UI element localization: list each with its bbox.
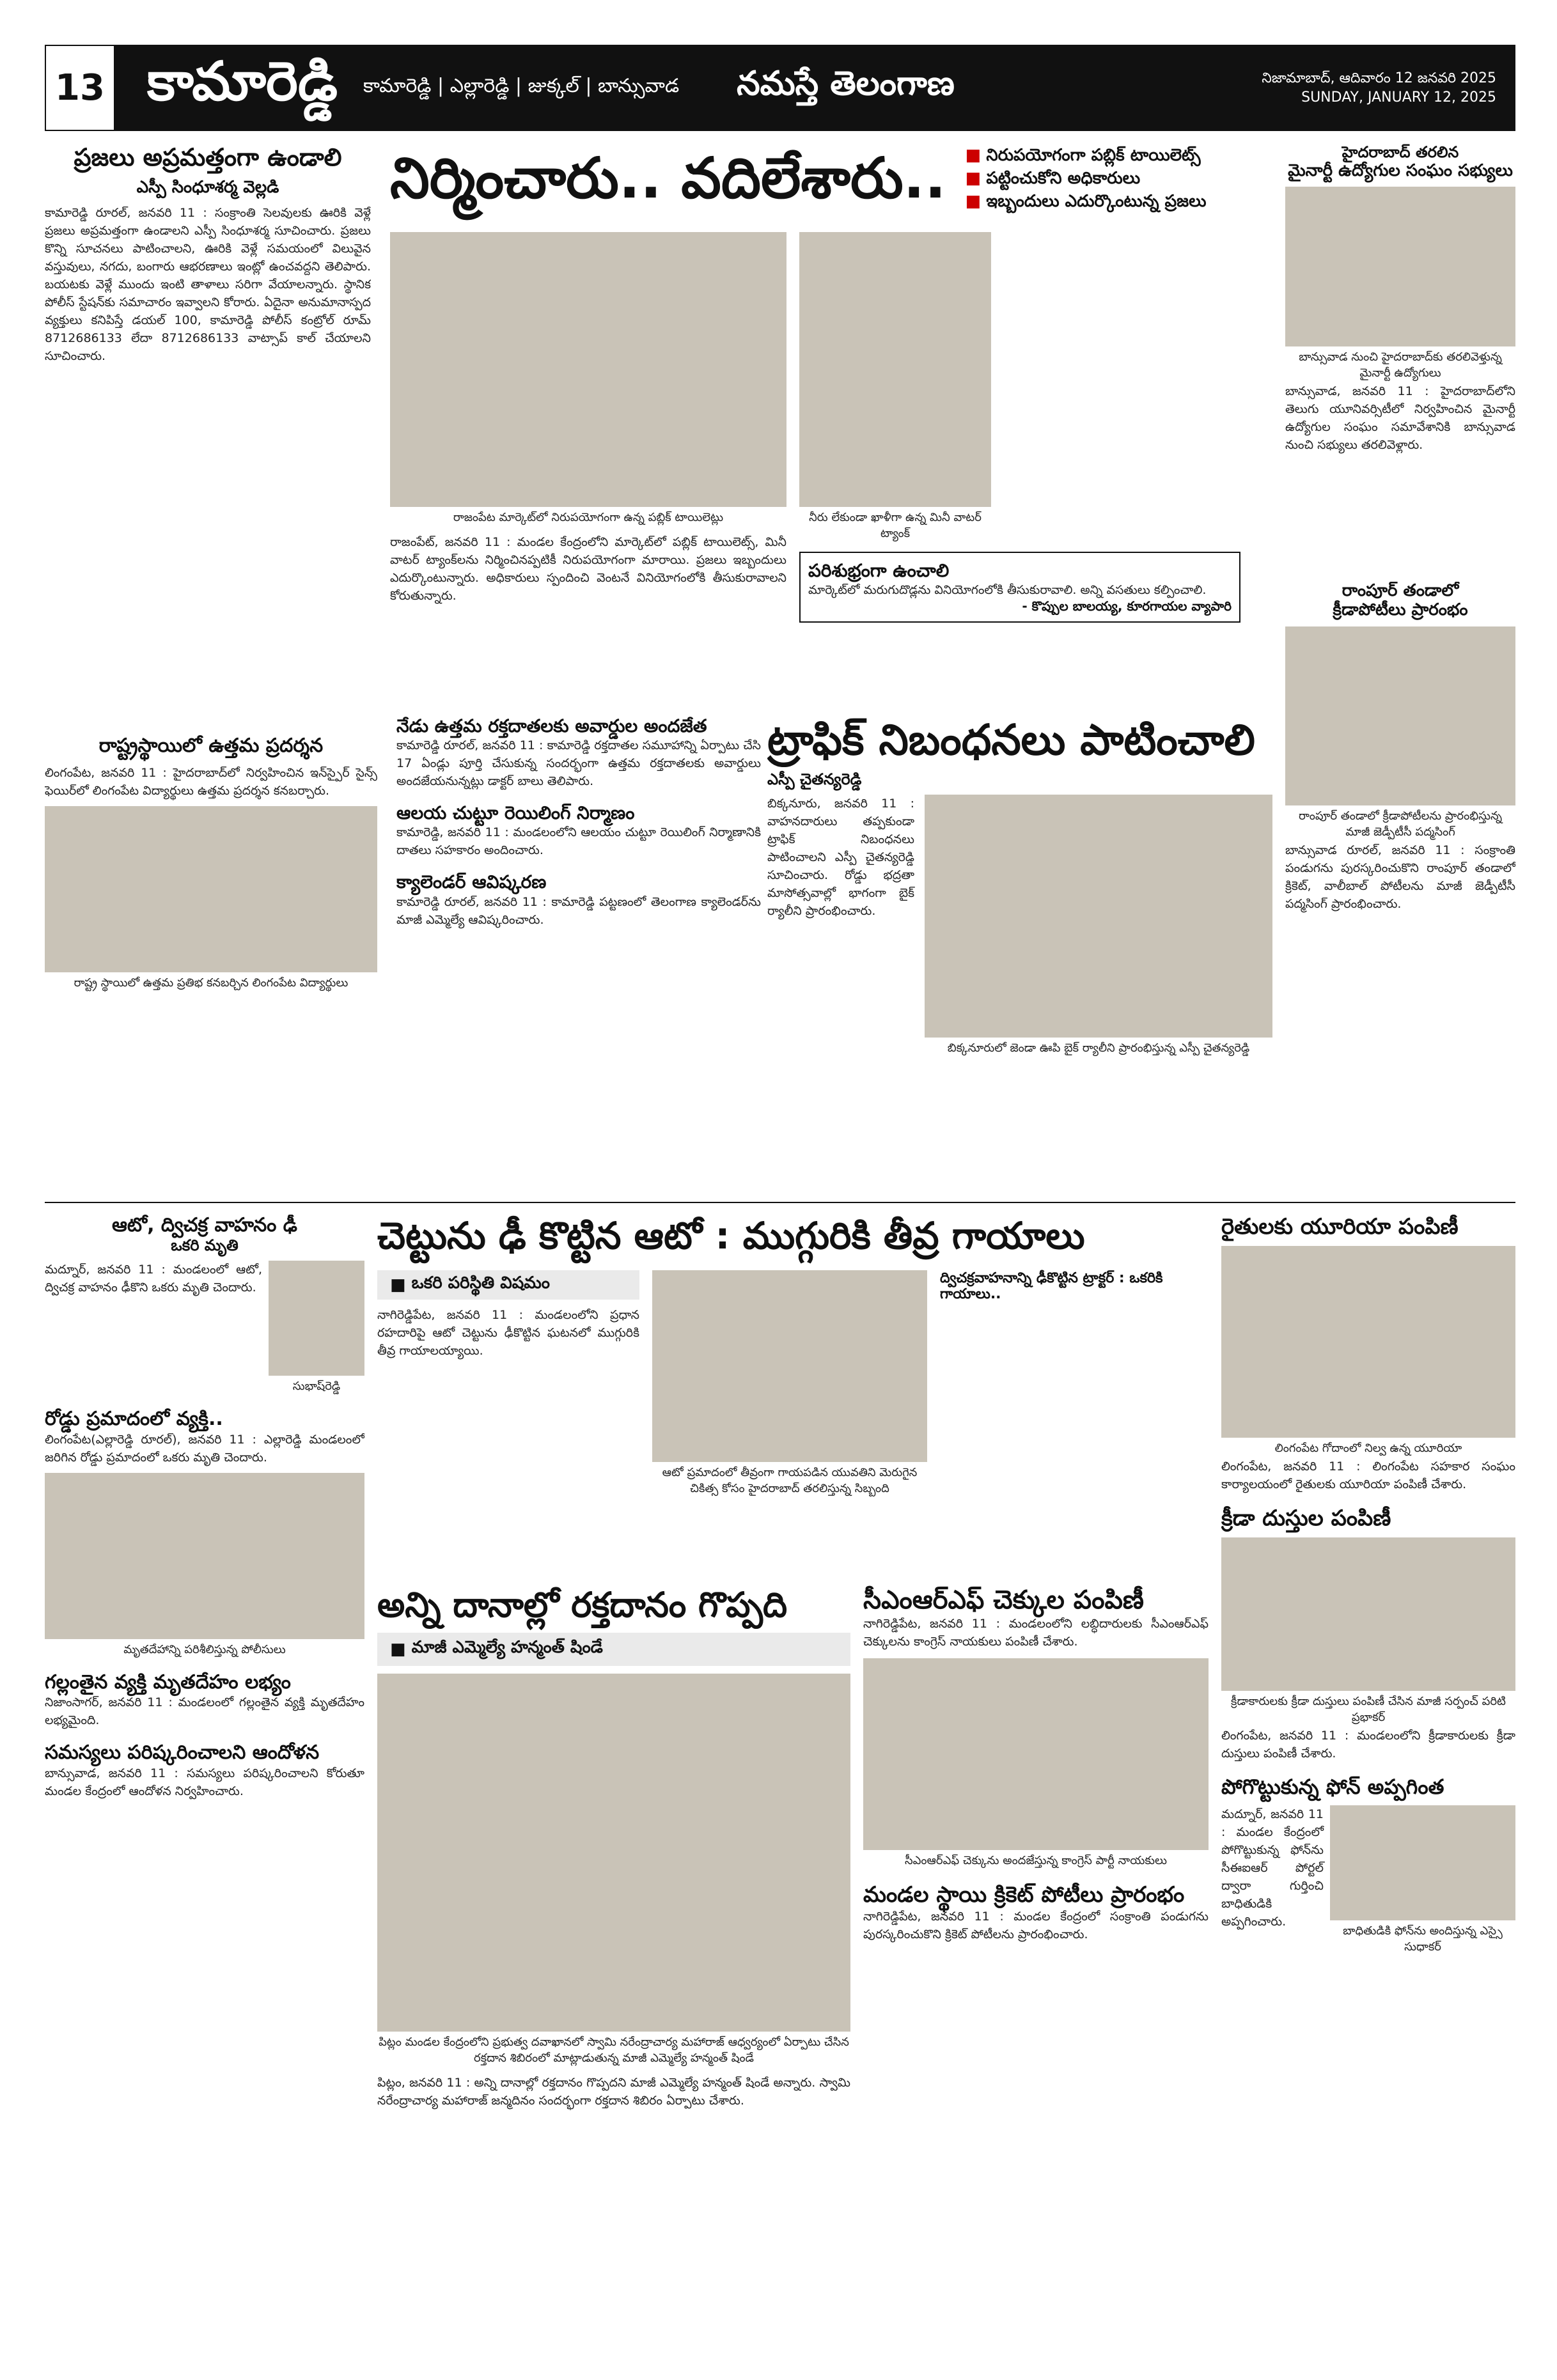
byline: ఎస్పీ చైతన్యరెడ్డి [767, 770, 862, 788]
phone-return-photo [1330, 1805, 1515, 1920]
photo-caption: మృతదేహాన్ని పరిశీలిస్తున్న పోలీసులు [123, 1642, 286, 1656]
kicker: హైదరాబాద్‌ తరలిన [1342, 144, 1459, 161]
article-body: బిక్కనూరు, జనవరి 11 : వాహనదారులు తప్పకుండా ట్రాఫిక్‌ నిబంధనలు పాటించాలని ఎస్పీ చైతన్యరెడ్డి సూచించారు. రోడ్డు భద్రతా మాసోత్సవాల్లో భాగంగా బైక్‌ ర్యాలీని ప్రారంభించారు. [767, 797, 914, 919]
photo-caption: బిక్కనూరులో జెండా ఊపి బైక్‌ ర్యాలీని ప్రారంభిస్తున్న ఎస్పీ చైతన్యరెడ్డి [947, 1041, 1250, 1055]
article-body: కామారెడ్డి రూరల్‌, జనవరి 11 : కామారెడ్డి రక్తదాతల సమూహాన్ని ఏర్పాటు చేసి 17 ఏండ్లు పూర్తి చేసుకున్న సందర్భంగా ఉత్తమ రక్తదాతలకు అవార్డులు అందజేయనున్నట్లు డాక్టర్‌ బాలు తెలిపారు. [396, 738, 761, 789]
headline-a19: సీఎంఆర్‌ఎఫ్‌ చెక్కుల పంపిణీ [863, 1585, 1144, 1615]
photo-caption: క్రీడాకారులకు క్రీడా దుస్తులు పంపిణీ చేసిన మాజీ సర్పంచ్‌ పరిటి ప్రభాకర్‌ [1231, 1695, 1506, 1725]
photo-caption: బాధితుడికి ఫోన్‌ను అందిస్తున్న ఎస్సై సుధాకర్‌ [1343, 1924, 1503, 1954]
sub-headline: ఒకరి మృతి [171, 1236, 239, 1254]
center-briefs [396, 716, 761, 1195]
headline-a17: పోగొట్టుకున్న ఫోన్‌ అప్పగింత [1221, 1775, 1444, 1800]
article-body: బాన్సువాడ, జనవరి 11 : సమస్యలు పరిష్కరించాలని కోరుతూ మండల కేంద్రంలో ఆందోళన నిర్వహించారు. [45, 1766, 364, 1798]
headline: ప్రజలు అప్రమత్తంగా ఉండాలి [74, 144, 342, 171]
bullet-item: నిరుపయోగంగా పబ్లిక్‌ టాయిలెట్స్‌ [986, 146, 1201, 165]
sub-headline-bar: ■ ఒకరి పరిస్థితి విషమం [377, 1270, 639, 1300]
article-a2 [390, 144, 1247, 700]
quote-attribution: - కొప్పుల బాలయ్య, కూరగాయల వ్యాపారి [1022, 598, 1232, 614]
headline-a8: క్యాలెండర్‌ ఆవిష్కరణ [396, 871, 547, 893]
headline: క్రీడాపోటీలు ప్రారంభం [1333, 600, 1468, 619]
article-a18 [377, 1585, 850, 2359]
article-a3 [1285, 144, 1515, 566]
article-body: మద్నూర్‌, జనవరి 11 : మండలంలో ఆటో, ద్విచక్ర వాహనం ఢీకొని ఒకరు మృతి చెందారు. [45, 1263, 262, 1295]
article-body: నాగిరెడ్డిపేట, జనవరి 11 : మండల కేంద్రంలో సంక్రాంతి పండుగను పురస్కరించుకొని క్రికెట్‌ పోటీలను ప్రారంభించారు. [863, 1909, 1209, 1942]
headline-a11: రోడ్డు ప్రమాదంలో వ్యక్తి.. [45, 1408, 223, 1431]
photo-caption: నీరు లేకుండా ఖాళీగా ఉన్న మినీ వాటర్‌ ట్యాంక్‌ [809, 511, 982, 540]
quote-body: మార్కెట్‌లో మరుగుదొడ్లను వినియోగంలోకి తీసుకురావాలి. అన్ని వసతులు కల్పించాలి. [808, 583, 1207, 598]
article-body: నాగిరెడ్డిపేట, జనవరి 11 : మండలంలోని లబ్ధిదారులకు సీఎంఆర్‌ఎఫ్‌ చెక్కులను కాంగ్రెస్‌ నాయకులు పంపిణీ చేశారు. [863, 1617, 1209, 1649]
article-body: కామారెడ్డి, జనవరి 11 : మండలంలోని ఆలయం చుట్టూ రెయిలింగ్‌ నిర్మాణానికి దాతలు సహకారం అందించారు. [396, 825, 761, 858]
brand-name: నమస్తే తెలంగాణ [737, 65, 955, 103]
quote-box [799, 552, 1240, 623]
rally-photo [925, 795, 1272, 1038]
photo-caption: సీఎంఆర్‌ఎఫ్‌ చెక్కును అందజేస్తున్న కాంగ్రెస్‌ పార్టీ నాయకులు [905, 1854, 1167, 1867]
toilet-photo [390, 232, 786, 507]
bullet-item: ఇబ్బందులు ఎదుర్కొంటున్న ప్రజలు [986, 192, 1207, 211]
photo-caption: ఆటో ప్రమాదంలో తీవ్రంగా గాయపడిన యువతిని మెరుగైన చికిత్స కోసం హైదరాబాద్‌ తరలిస్తున్న సిబ్బంది [662, 1465, 918, 1495]
bullet-item: పట్టించుకోని అధికారులు [986, 169, 1141, 188]
tank-photo [799, 232, 991, 507]
headline-a7: ఆలయ చుట్టూ రెయిలింగ్‌ నిర్మాణం [396, 802, 635, 824]
district-list: కామారెడ్డి | ఎల్లారెడ్డి | జుక్కల్ | బాన్సువాడ [363, 74, 680, 97]
masthead [45, 45, 1515, 131]
accident-photo [45, 1473, 364, 1639]
article-body: నిజాంసాగర్‌, జనవరి 11 : మండలంలో గల్లంతైన వ్యక్తి మృతదేహం లభ్యమైంది. [45, 1695, 364, 1728]
dateline [1262, 69, 1515, 107]
group-photo [1285, 187, 1515, 346]
headline-a16: క్రీడా దుస్తుల పంపిణీ [1221, 1505, 1391, 1532]
kicker: రాంపూర్‌ తండాలో [1342, 582, 1459, 600]
headline-a15: రైతులకు యూరియా పంపిణీ [1221, 1215, 1459, 1240]
article-body: లింగంపేట, జనవరి 11 : హైదరాబాద్‌లో నిర్వహించిన ఇన్‌స్పైర్‌ సైన్స్‌ ఫెయిర్‌లో లింగంపేట విద్యార్థులు ఉత్తమ ప్రదర్శన కనబర్చారు. [45, 765, 377, 798]
left-bottom-column [45, 1215, 364, 2359]
headline: మైనార్టీ ఉద్యోగుల సంఘం సభ్యులు [1288, 160, 1513, 180]
byline-bar: ■ మాజీ ఎమ్మెల్యే హన్మంత్‌ షిండే [377, 1633, 850, 1666]
article-body: రాజంపేట్‌, జనవరి 11 : మండల కేంద్రంలోని మార్కెట్‌లో పబ్లిక్‌ టాయిలెట్స్‌, మినీ వాటర్‌ ట్యాంక్‌లను నిర్మించినప్పటికీ నిరుపయోగంగా మారాయి. ప్రజలు ఇబ్బందులు ఎదుర్కొంటున్నారు. అధికారులు స్పందించి వెంటనే వినియోగంలోకి తీసుకురావాలని కోరుతున్నారు. [390, 535, 786, 603]
article-body: కామారెడ్డి రూరల్‌, జనవరి 11 : కామారెడ్డి పట్టణంలో తెలంగాణ క్యాలెండర్‌ను మాజీ ఎమ్మెల్యే ఆవిష్కరించారు. [396, 894, 761, 927]
headline-a13: సమస్యలు పరిష్కరించాలని ఆందోళన [45, 1741, 320, 1764]
headline: రాష్ట్రస్థాయిలో ఉత్తమ ప్రదర్శన [98, 735, 324, 757]
article-a4 [1285, 582, 1515, 1195]
article-body: లింగంపేట(ఎల్లారెడ్డి రూరల్‌), జనవరి 11 : ఎల్లారెడ్డి మండలంలో జరిగిన రోడ్డు ప్రమాదంలో ఒకరు మృతి చెందారు. [45, 1432, 364, 1465]
section-title: కామారెడ్డి [147, 50, 338, 113]
headline-a12: గల్లంతైన వ్యక్తి మృతదేహం లభ్యం [45, 1670, 291, 1693]
article-body: మద్నూర్‌, జనవరి 11 : మండల కేంద్రంలో పోగొట్టుకున్న ఫోన్‌ను సీఈఐఆర్‌ పోర్టల్‌ ద్వారా గుర్తించి బాధితుడికి అప్పగించారు. [1221, 1807, 1324, 1929]
headline-a20: మండల స్థాయి క్రికెట్‌ పోటీలు ప్రారంభం [863, 1882, 1185, 1908]
date-telugu: నిజామాబాద్, ఆదివారం 12 జనవరి 2025 [1262, 70, 1496, 86]
blood-donation-photo [377, 1674, 850, 2032]
article-a1 [45, 144, 371, 719]
photo-caption: రాంపూర్‌ తండాలో క్రీడాపోటీలను ప్రారంభిస్తున్న మాజీ జెడ్పీటీసీ పద్మసింగ్‌ [1299, 809, 1502, 839]
bullet-list: ■ నిరుపయోగంగా పబ్లిక్‌ టాయిలెట్స్‌ ■ పట్టించుకోని అధికారులు ■ ఇబ్బందులు ఎదుర్కొంటున్న ప్రజలు [965, 146, 1207, 211]
article-a14 [377, 1215, 1209, 1573]
article-body: లింగంపేట, జనవరి 11 : లింగంపేట సహకార సంఘం కార్యాలయంలో రైతులకు యూరియా పంపిణీ చేశారు. [1221, 1459, 1515, 1492]
headline: అన్ని దానాల్లో రక్తదానం గొప్పది [377, 1585, 788, 1625]
center-right-bottom [863, 1585, 1209, 2359]
sub-headline: ఒకరి పరిస్థితి విషమం [411, 1273, 550, 1293]
headline: నిర్మించారు.. వదిలేశారు.. [390, 145, 946, 212]
page-number: 13 [45, 45, 115, 131]
article-body: కామారెడ్డి రూరల్‌, జనవరి 11 : సంక్రాంతి సెలవులకు ఊరికి వెళ్లే ప్రజలు అప్రమత్తంగా ఉండాలని ఎస్పీ సింధూశర్మ సూచించారు. ప్రజలు కొన్ని సూచనలు పాటించాలని, ఊరికి వెళ్లే సమయంలో విలువైన వస్తువులు, నగదు, బంగారు ఆభరణాలు ఇంట్లో ఉంచవద్దని తెలిపారు. బయటకు వెళ్లే ముందు ఇంటి తాళాలు సరిగా వేయాలన్నారు. స్థానిక పోలీస్‌ స్టేషన్‌కు సమాచారం ఇవ్వాలని కోరారు. ఏదైనా అనుమానాస్పద వ్యక్తులు కనిపిస్తే డయల్‌ 100, కామారెడ్డి పోలీస్‌ కంట్రోల్‌ రూమ్‌ 8712686133 లేదా 8712686133 వాట్సాప్‌ కాల్‌ చేయాలని సూచించారు. [45, 205, 371, 363]
headline: చెట్టును ఢీ కొట్టిన ఆటో : ముగ్గురికి తీవ్ర గాయాలు [377, 1215, 1085, 1257]
cmrf-photo [863, 1658, 1209, 1850]
photo-caption: పిట్లం మండల కేంద్రంలోని ప్రభుత్వ దవాఖానలో స్వామి నరేంద్రాచార్య మహారాజ్‌ ఆధ్వర్యంలో ఏర్పాటు చేసిన రక్తదాన శిబిరంలో మాట్లాడుతున్న మాజీ ఎమ్మెల్యే హన్మంత్‌ షిండే [379, 2035, 849, 2065]
sports-kit-photo [1221, 1537, 1515, 1691]
photo-caption: సుభాష్‌రెడ్డి [292, 1380, 341, 1394]
right-bottom-column [1221, 1215, 1515, 2359]
date-english: SUNDAY, JANUARY 12, 2025 [1301, 89, 1496, 105]
article-body: నాగిరెడ్డిపేట, జనవరి 11 : మండలంలోని ప్రధాన రహదారిపై ఆటో చెట్టును ఢీకొట్టిన ఘటనలో ముగ్గురికి తీవ్ర గాయాలయ్యాయి. [377, 1307, 639, 1358]
quote-title: పరిశుభ్రంగా ఉంచాలి [808, 560, 950, 581]
article-body: బాన్సువాడ, జనవరి 11 : హైదరాబాద్‌లోని తెలుగు యూనివర్సిటీలో నిర్వహించిన మైనార్టీ ఉద్యోగుల సంఘం సమావేశానికి బాన్సువాడ నుంచి సభ్యులు తరలివెళ్లారు. [1285, 384, 1515, 453]
article-a5 [45, 735, 377, 1183]
photo-caption: లింగంపేట గోదాంలో నిల్వ ఉన్న యూరియా [1274, 1442, 1462, 1456]
injured-photo [652, 1270, 927, 1462]
article-body: పిట్లం, జనవరి 11 : అన్ని దానాల్లో రక్తదానం గొప్పదని మాజీ ఎమ్మెల్యే హన్మంత్‌ షిండే అన్నారు. స్వామి నరేంద్రాచార్య మహారాజ్‌ జన్మదినం సందర్భంగా రక్తదాన శిబిరం ఏర్పాటు చేశారు. [377, 2076, 850, 2108]
photo-caption: రాష్ట్ర స్థాయిలో ఉత్తమ ప్రతిభ కనబర్చిన లింగంపేట విద్యార్థులు [74, 976, 348, 990]
sub-headline: ద్విచక్రవాహనాన్ని ఢీకొట్టిన ట్రాక్టర్‌ : ఒకరికి గాయాలు.. [940, 1270, 1163, 1302]
byline: ఎస్పీ సింధూశర్మ వెల్లడి [136, 177, 279, 197]
headline-a10: ఆటో, ద్విచక్ర వాహనం ఢీ [111, 1215, 298, 1236]
article-body: బాన్సువాడ రూరల్‌, జనవరి 11 : సంక్రాంతి పండుగను పురస్కరించుకొని రాంపూర్‌ తండాలో క్రికెట్‌, వాలీబాల్‌ పోటీలను మాజీ జెడ్పీటీసీ పద్మసింగ్‌ ప్రారంభించారు. [1285, 843, 1515, 911]
victim-photo [269, 1261, 364, 1376]
section-divider [45, 1202, 1515, 1203]
headline: ట్రాఫిక్‌ నిబంధనలు పాటించాలి [767, 716, 1255, 765]
byline: మాజీ ఎమ్మెల్యే హన్మంత్‌ షిండే [411, 1638, 603, 1658]
headline-a6: నేడు ఉత్తమ రక్తదాతలకు అవార్డుల అందజేత [396, 716, 707, 736]
urea-photo [1221, 1246, 1515, 1438]
article-a9 [767, 716, 1272, 1195]
students-photo [45, 806, 377, 972]
photo-caption: రాజంపేట మార్కెట్‌లో నిరుపయోగంగా ఉన్న పబ్లిక్‌ టాయిలెట్లు [453, 511, 724, 524]
sports-photo [1285, 626, 1515, 805]
photo-caption: బాన్సువాడ నుంచి హైదరాబాద్‌కు తరలివెళ్తున్న మైనార్టీ ఉద్యోగులు [1299, 350, 1502, 380]
article-body: లింగంపేట, జనవరి 11 : మండలంలోని క్రీడాకారులకు క్రీడా దుస్తులు పంపిణీ చేశారు. [1221, 1729, 1515, 1761]
